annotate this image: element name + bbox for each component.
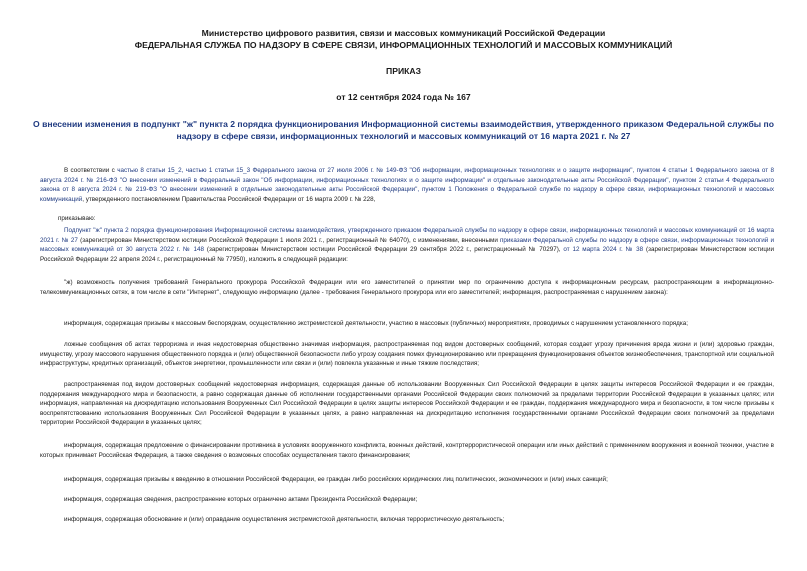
list-item: информация, содержащая призывы к введению в отношении Российской Федерации, ее граждан либо российских юридических лиц политических, экономических и (или) иных санкций; xyxy=(64,476,608,483)
amendment-link-order-27[interactable]: Подпункт "ж" пункта 2 порядка функционирования Информационной системы взаимодействия, утвержденного приказом Федеральной службы по надзору в сфере связи, информационных технологий и массовых коммуникаций от 16 марта 2021 г. № 27 xyxy=(40,227,774,244)
amendment-text-3: (зарегистрирован Министерством юстиции Российской Федерации 22 апреля 2024 г., регистрационный № 77950), изложить в следующей редакции: xyxy=(40,246,774,263)
list-item: информация, содержащая предложение о финансировании противника в условиях вооруженного конфликта, военных действий, контртеррористической операции или иных действий с применением вооружения и военной техники, участие в которых принимает Российская Федерация, а также сведения о возможных способах осуществления такого финансирования; xyxy=(40,442,774,459)
list-item: информация, содержащая призывы к массовым беспорядкам, осуществлению экстремистской деятельности, участию в массовых (публичных) мероприятиях, проводимых с нарушением установленного порядка; xyxy=(64,320,688,327)
amendment-text-1: (зарегистрирован Министерством юстиции Российской Федерации 1 июля 2021 г., регистрационный № 64070), с изменениями, внесенными xyxy=(77,236,500,244)
list-item: информация, содержащая сведения, распространение которых ограничено актами Президента Российской Федерации; xyxy=(64,496,418,503)
amendment-link-order-148[interactable]: приказами Федеральной службы по надзору в сфере связи, информационных технологий и массовых коммуникаций от 30 августа 2022 г. № 148 xyxy=(40,236,774,253)
list-item: информация, содержащая обоснование и (или) оправдание осуществления экстремистской деятельности, включая террористическую деятельность; xyxy=(64,516,505,523)
amendment-link-order-38[interactable]: от 12 марта 2024 г. № 38 xyxy=(563,246,644,253)
document-title: О внесении изменения в подпункт "ж" пункта 2 порядка функционирования Информационной системы взаимодействия, утвержденного приказом Федеральной службы по надзору в сфере связи, информационных технологий и массовых коммуникаций от 16 марта 2021 г. № 27 xyxy=(33,119,774,141)
document-type: ПРИКАЗ xyxy=(386,66,421,76)
list-item: ложные сообщения об актах терроризма и иная недостоверная общественно значимая информация, распространяемая под видом достоверных сообщений, которая создает угрозу причинения вреда жизни и (или) здоровью граждан, имуществу, угрозу массового нарушения общественного порядка и (или) общественной безопасности либо угрозу создания помех функционированию или прекращения функционирования объектов жизнеобеспечения, транспортной или социальной инфраструктуры, кредитных организаций, объектов энергетики, промышленности или связи и (или) повлекла указанные и иные тяжкие последствия; xyxy=(40,341,774,367)
list-item: распространяемая под видом достоверных сообщений недостоверная информация, содержащая данные об использовании Вооруженных Сил Российской Федерации в целях защиты интересов Российской Федерации и ее граждан, поддержания международного мира и безопасности, а равно содержащая данные об исполнении государственными органами Российской Федерации своих полномочий за пределами территории Российской Федерации в указанных целях; или информация, направленная на дискредитацию использования Вооруженных Сил Российской Федерации в целях защиты интересов Российской Федерации и ее граждан, поддержания международного мира и безопасности, в том числе призывы к воспрепятствованию использования Вооруженных Сил Российской Федерации в указанных целях, а равно направленная на дискредитацию исполнения государственными органами Российской Федерации своих полномочий за пределами территории Российской Федерации в указанных целях; xyxy=(40,381,774,426)
preamble-legal-link[interactable]: частью 8 статьи 15_2, частью 1 статьи 15_3 Федерального закона от 27 июля 2006 г. № 149-ФЗ "Об информации, информационных технологиях и о защите информации", пунктом 4 статьи 1 Федерального закона от 8 августа 2024 г. № 216-ФЗ "О внесении изменений в Федеральный закон "Об информации, информационных технологиях и о защите информации" и отдельные законодательные акты Российской Федерации", пунктом 2 статьи 4 Федерального закона от 8 августа 2024 г. № 219-ФЗ "О внесении изменений в отдельные законодательные акты Российской Федерации", пунктом 1 Положения о Федеральной службе по надзору в сфере связи, информационных технологий и массовых коммуникаций xyxy=(40,167,775,203)
amendment-paragraph xyxy=(40,226,774,264)
amendment-text-2: (зарегистрирован Министерством юстиции Российской Федерации 29 сентября 2022 г., регистрационный № 70297), xyxy=(204,246,564,253)
order-word: приказываю: xyxy=(58,215,96,222)
preamble-text-2: , утвержденного постановлением Правительства Российской Федерации от 16 марта 2009 г. № 228, xyxy=(82,195,376,203)
preamble-paragraph xyxy=(40,166,774,204)
service-name: ФЕДЕРАЛЬНАЯ СЛУЖБА ПО НАДЗОРУ В СФЕРЕ СВЯЗИ, ИНФОРМАЦИОННЫХ ТЕХНОЛОГИЙ И МАССОВЫХ КОММУНИКАЦИЙ xyxy=(134,40,673,50)
list-item: "ж) возможность получения требований Генерального прокурора Российской Федерации или его заместителей о принятии мер по ограничению доступа к информационным ресурсам, распространяющим в информационно-телекоммуникационных сетях, в том числе в сети "Интернет", следующую информацию (далее - требования Генерального прокурора или его заместителей; информация, распространяемая с нарушением закона): xyxy=(40,279,774,296)
preamble-text-1: В соответствии с xyxy=(64,167,118,174)
ministry-name: Министерство цифрового развития, связи и массовых коммуникаций Российской Федерации xyxy=(201,28,606,38)
document-date-number: от 12 сентября 2024 года № 167 xyxy=(336,92,471,102)
